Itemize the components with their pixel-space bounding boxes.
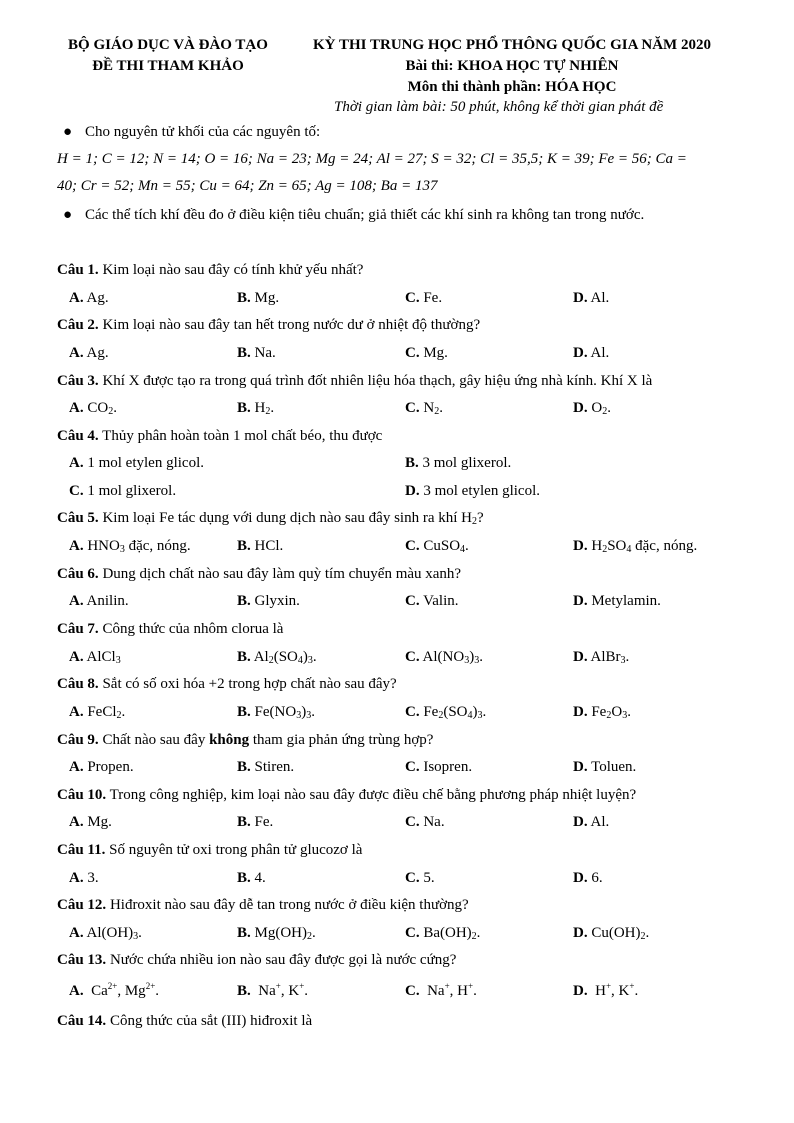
gas-volume-note: ● Các thể tích khí đều đo ở điều kiện tiêu chuẩn; giả thiết các khí sinh ra không tan trong nước. — [63, 207, 645, 223]
option-b[interactable]: B. Mg. — [237, 290, 280, 306]
option-b[interactable]: B. $Mg(OH)_2$. — [237, 925, 316, 942]
exam-type: ĐỀ THI THAM KHẢO — [92, 58, 244, 74]
option-b[interactable]: B. Na. — [237, 345, 276, 361]
option-d[interactable]: D. 6. — [573, 870, 603, 886]
option-d[interactable]: D. Metylamin. — [573, 593, 661, 609]
question-4-options-row-1 — [69, 455, 769, 475]
exam-subject: Bài thi: KHOA HỌC TỰ NHIÊN — [405, 58, 619, 74]
option-d[interactable]: D. $O_2$. — [573, 400, 611, 417]
question-12-options — [69, 925, 769, 945]
option-c[interactable]: C. Mg. — [405, 345, 448, 361]
question-6: Câu 6. Dung dịch chất nào sau đây làm quỳ tím chuyển màu xanh? — [57, 566, 462, 582]
exam-duration: Thời gian làm bài: 50 phút, không kể thời gian phát đề — [334, 99, 664, 115]
option-c[interactable]: C. $Ba(OH)_2$. — [405, 925, 481, 942]
option-a[interactable]: A. $HNO_3$ đặc, nóng. — [69, 538, 191, 555]
option-b[interactable]: B. 3 mol glixerol. — [405, 455, 512, 471]
option-b[interactable]: B. HCl. — [237, 538, 284, 554]
option-b[interactable]: B. Fe. — [237, 814, 274, 830]
question-7: Câu 7. Công thức của nhôm clorua là — [57, 621, 284, 637]
option-a[interactable]: A. Ag. — [69, 345, 109, 361]
question-11: Câu 11. Số nguyên tử oxi trong phân tử glucozơ là — [57, 842, 363, 858]
option-a[interactable]: A. Anilin. — [69, 593, 129, 609]
question-13-options — [69, 983, 769, 1003]
option-c[interactable]: C. Fe. — [405, 290, 443, 306]
exam-component: Môn thi thành phần: HÓA HỌC — [407, 79, 617, 95]
option-c[interactable]: C. Valin. — [405, 593, 459, 609]
option-d[interactable]: D. $Cu(OH)_2$. — [573, 925, 650, 942]
option-d[interactable]: D. H+, K+. — [573, 981, 639, 999]
option-c[interactable]: C. $Fe_2(SO_4)_3$. — [405, 704, 487, 721]
option-b[interactable]: B. $Fe(NO_3)_3$. — [237, 704, 315, 721]
question-3: Câu 3. Khí X được tạo ra trong quá trình đốt nhiên liệu hóa thạch, gây hiệu ứng nhà kính. Khí X là — [57, 373, 653, 389]
option-a[interactable]: A. AlCl$_3$ — [69, 649, 121, 666]
question-4: Câu 4. Thủy phân hoàn toàn 1 mol chất béo, thu được — [57, 428, 383, 444]
option-d[interactable]: D. $H_2SO_4$ đặc, nóng. — [573, 538, 698, 555]
option-a[interactable]: A. $Al(OH)_3$. — [69, 925, 142, 942]
option-b[interactable]: B. Glyxin. — [237, 593, 300, 609]
question-1-options — [69, 290, 769, 310]
question-9: Câu 9. Chất nào sau đây không tham gia phản ứng trùng hợp? — [57, 732, 434, 748]
option-b[interactable]: B. 4. — [237, 870, 266, 886]
ministry-name: BỘ GIÁO DỤC VÀ ĐÀO TẠO — [68, 37, 268, 53]
option-b[interactable]: B. Stiren. — [237, 759, 295, 775]
option-a[interactable]: A. Ag. — [69, 290, 109, 306]
option-c[interactable]: C. CuSO$_4$. — [405, 538, 469, 555]
exam-title: KỲ THI TRUNG HỌC PHỔ THÔNG QUỐC GIA NĂM 2020 — [313, 37, 711, 53]
atomic-mass-intro: ● Cho nguyên tử khối của các nguyên tố: — [63, 124, 321, 140]
question-1: Câu 1. Kim loại nào sau đây có tính khử yếu nhất? — [57, 262, 364, 278]
question-2-options — [69, 345, 769, 365]
option-a[interactable]: A. Propen. — [69, 759, 134, 775]
question-9-options — [69, 759, 769, 779]
question-8: Câu 8. Sắt có số oxi hóa +2 trong hợp chất nào sau đây? — [57, 676, 397, 692]
question-5: Câu 5. Kim loại Fe tác dụng với dung dịch nào sau đây sinh ra khí $H_2$? — [57, 510, 484, 527]
bullet-icon: ● — [63, 124, 73, 140]
question-3-options — [69, 400, 769, 420]
bullet-icon: ● — [63, 207, 73, 223]
question-7-options — [69, 649, 769, 669]
option-a[interactable]: A. 1 mol etylen glicol. — [69, 455, 204, 471]
question-10-options — [69, 814, 769, 834]
option-b[interactable]: B. Na+, K+. — [237, 981, 309, 999]
option-c[interactable]: C. 5. — [405, 870, 435, 886]
question-14: Câu 14. Công thức của sắt (III) hiđroxit là — [57, 1013, 313, 1029]
option-a[interactable]: A. $CO_2$. — [69, 400, 117, 417]
option-a[interactable]: A. FeCl$_2$. — [69, 704, 126, 721]
atomic-mass-line-2: 40; Cr = 52; Mn = 55; Cu = 64; Zn = 65; Ag = 108; Ba = 137 — [57, 178, 438, 194]
option-d[interactable]: D. Al. — [573, 814, 610, 830]
option-c[interactable]: C. Na. — [405, 814, 445, 830]
question-10: Câu 10. Trong công nghiệp, kim loại nào sau đây được điều chế bằng phương pháp nhiệt luyện? — [57, 787, 637, 803]
option-c[interactable]: C. $Al(NO_3)_3$. — [405, 649, 483, 666]
option-d[interactable]: D. 3 mol etylen glicol. — [405, 483, 540, 499]
option-c[interactable]: C. 1 mol glixerol. — [69, 483, 177, 499]
option-d[interactable]: D. $Fe_2O_3$. — [573, 704, 631, 721]
option-d[interactable]: D. Al. — [573, 290, 610, 306]
option-a[interactable]: A. $Ca^{2+}$, $Mg^{2+}$. — [69, 981, 160, 999]
option-b[interactable]: B. $H_2$. — [237, 400, 275, 417]
option-c[interactable]: C. Isopren. — [405, 759, 473, 775]
question-11-options — [69, 870, 769, 890]
option-a[interactable]: A. 3. — [69, 870, 99, 886]
question-6-options — [69, 593, 769, 613]
atomic-mass-line-1: H = 1; C = 12; N = 14; O = 16; Na = 23; Mg = 24; Al = 27; S = 32; Cl = 35,5; K = 39; Fe = 56; Ca = — [57, 151, 687, 167]
option-b[interactable]: B. $Al_2(SO_4)_3$. — [237, 649, 317, 666]
option-c[interactable]: C. Na+, H+. — [405, 981, 477, 999]
question-4-options-row-2 — [69, 483, 769, 503]
option-c[interactable]: C. $N_2$. — [405, 400, 443, 417]
question-12: Câu 12. Hiđroxit nào sau đây dễ tan trong nước ở điều kiện thường? — [57, 897, 469, 913]
option-d[interactable]: D. AlBr$_3$. — [573, 649, 630, 666]
question-13: Câu 13. Nước chứa nhiều ion nào sau đây được gọi là nước cứng? — [57, 952, 457, 968]
option-d[interactable]: D. Toluen. — [573, 759, 637, 775]
question-8-options — [69, 704, 769, 724]
option-d[interactable]: D. Al. — [573, 345, 610, 361]
question-2: Câu 2. Kim loại nào sau đây tan hết trong nước dư ở nhiệt độ thường? — [57, 317, 481, 333]
question-5-options — [69, 538, 769, 558]
option-a[interactable]: A. Mg. — [69, 814, 112, 830]
